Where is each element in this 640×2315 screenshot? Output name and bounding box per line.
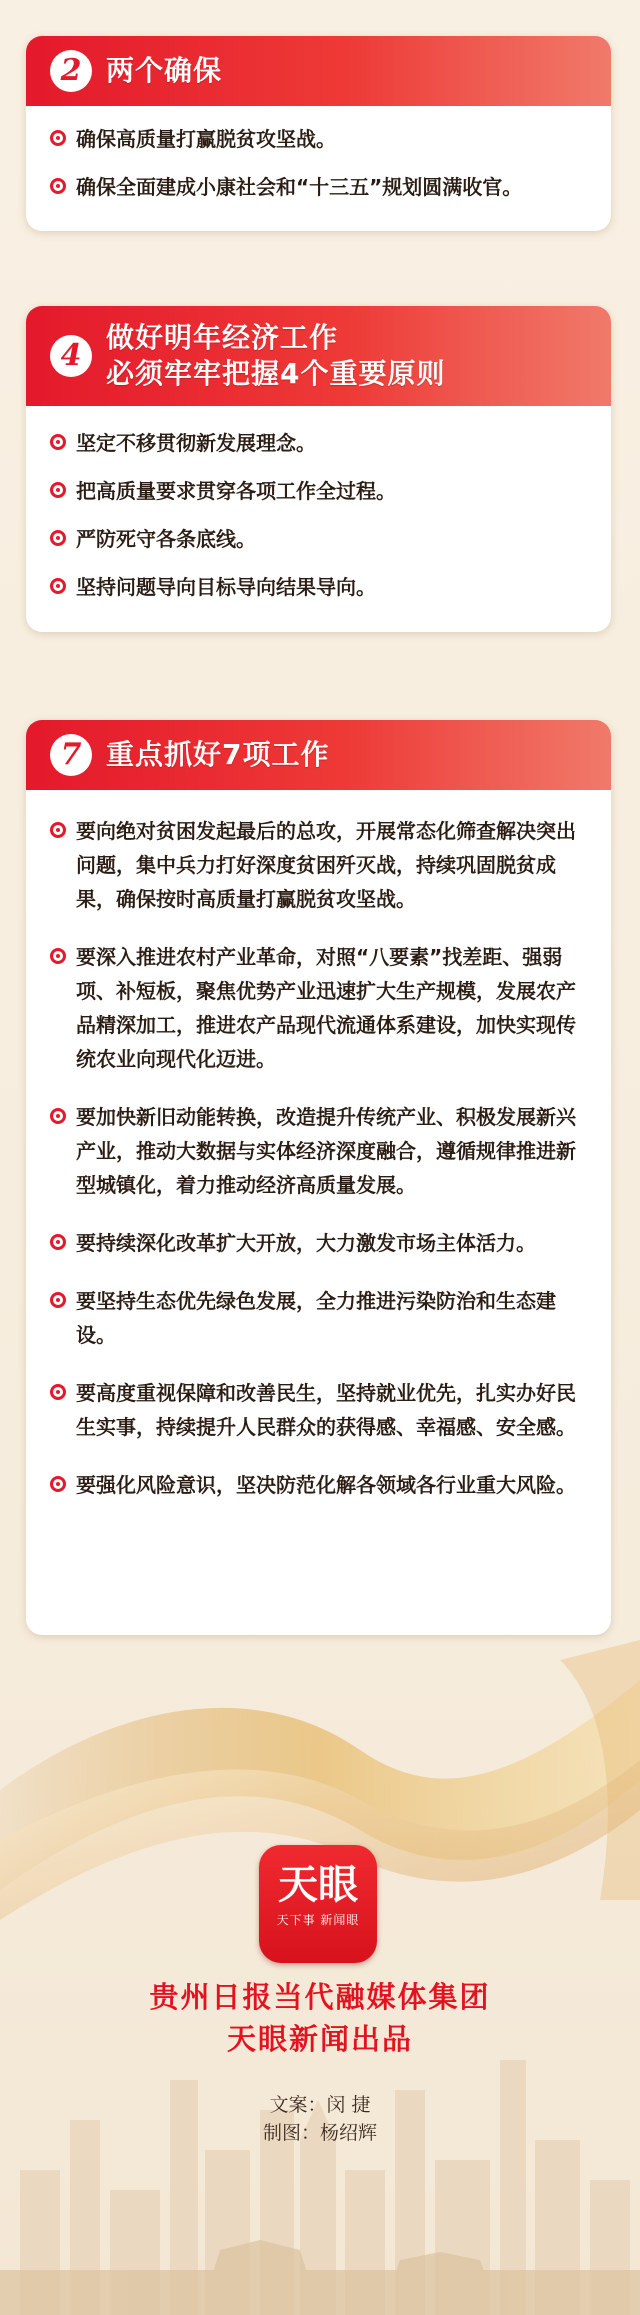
list-item: 确保全面建成小康社会和“十三五”规划圆满收官。 <box>76 172 577 202</box>
list-item: 把高质量要求贯穿各项工作全过程。 <box>76 476 577 506</box>
list-item: 严防死守各条底线。 <box>76 524 577 554</box>
section-list <box>26 106 611 232</box>
tianyan-app-logo: 天眼 天下事 新闻眼 <box>259 1845 377 1963</box>
section-title: 两个确保 <box>106 54 223 87</box>
section-number-badge: 7 <box>50 734 92 776</box>
bullet-icon <box>50 822 66 838</box>
section-number-badge: 2 <box>50 50 92 92</box>
credit-designer: 制图：杨绍辉 <box>262 2122 377 2144</box>
section-header <box>26 720 611 790</box>
bullet-icon <box>50 178 66 194</box>
list-item: 要深入推进农村产业革命，对照“八要素”找差距、强弱项、补短板，聚焦优势产业迅速扩大生产规模，发展农产品精深加工，推进农产品现代流通体系建设，加快实现传统农业向现代化迈进。 <box>76 940 577 1076</box>
list-item: 要强化风险意识，坚决防范化解各领域各行业重大风险。 <box>76 1468 577 1502</box>
city-skyline-illustration <box>0 2020 640 2315</box>
list-item: 要坚持生态优先绿色发展，全力推进污染防治和生态建设。 <box>76 1284 577 1352</box>
bullet-icon <box>50 948 66 964</box>
list-item: 要加快新旧动能转换，改造提升传统产业、积极发展新兴产业，推动大数据与实体经济深度融合，遵循规律推进新型城镇化，着力推动经济高质量发展。 <box>76 1100 577 1202</box>
list-item: 坚定不移贯彻新发展理念。 <box>76 428 577 458</box>
bullet-icon <box>50 1384 66 1400</box>
section-list <box>26 406 611 632</box>
section-header <box>26 36 611 106</box>
bullet-icon <box>50 530 66 546</box>
bullet-icon <box>50 1476 66 1492</box>
bullet-icon <box>50 434 66 450</box>
section-card-2 <box>26 36 611 231</box>
credit-copywriter: 文案：闵 捷 <box>269 2094 371 2116</box>
bullet-icon <box>50 578 66 594</box>
section-card-4 <box>26 306 611 632</box>
section-title: 做好明年经济工作 必须牢牢把握4个重要原则 <box>106 321 446 390</box>
bullet-icon <box>50 1108 66 1124</box>
section-list <box>26 790 611 1556</box>
list-item: 确保高质量打赢脱贫攻坚战。 <box>76 124 577 154</box>
list-item: 要持续深化改革扩大开放，大力激发市场主体活力。 <box>76 1226 577 1260</box>
bullet-icon <box>50 1292 66 1308</box>
publisher-line-1: 贵州日报当代融媒体集团 <box>149 1980 491 2014</box>
section-card-7 <box>26 720 611 1635</box>
bullet-icon <box>50 1234 66 1250</box>
bullet-icon <box>50 482 66 498</box>
list-item: 要高度重视保障和改善民生，坚持就业优先，扎实办好民生实事，持续提升人民群众的获得感、幸福感、安全感。 <box>76 1376 577 1444</box>
publisher-line-2: 天眼新闻出品 <box>226 2022 413 2056</box>
bullet-icon <box>50 130 66 146</box>
section-title: 重点抓好7项工作 <box>106 738 330 771</box>
section-header <box>26 306 611 406</box>
list-item: 坚持问题导向目标导向结果导向。 <box>76 572 577 602</box>
list-item: 要向绝对贫困发起最后的总攻，开展常态化筛查解决突出问题，集中兵力打好深度贫困歼灭战，持续巩固脱贫成果，确保按时高质量打赢脱贫攻坚战。 <box>76 814 577 916</box>
section-number-badge: 4 <box>50 335 92 377</box>
